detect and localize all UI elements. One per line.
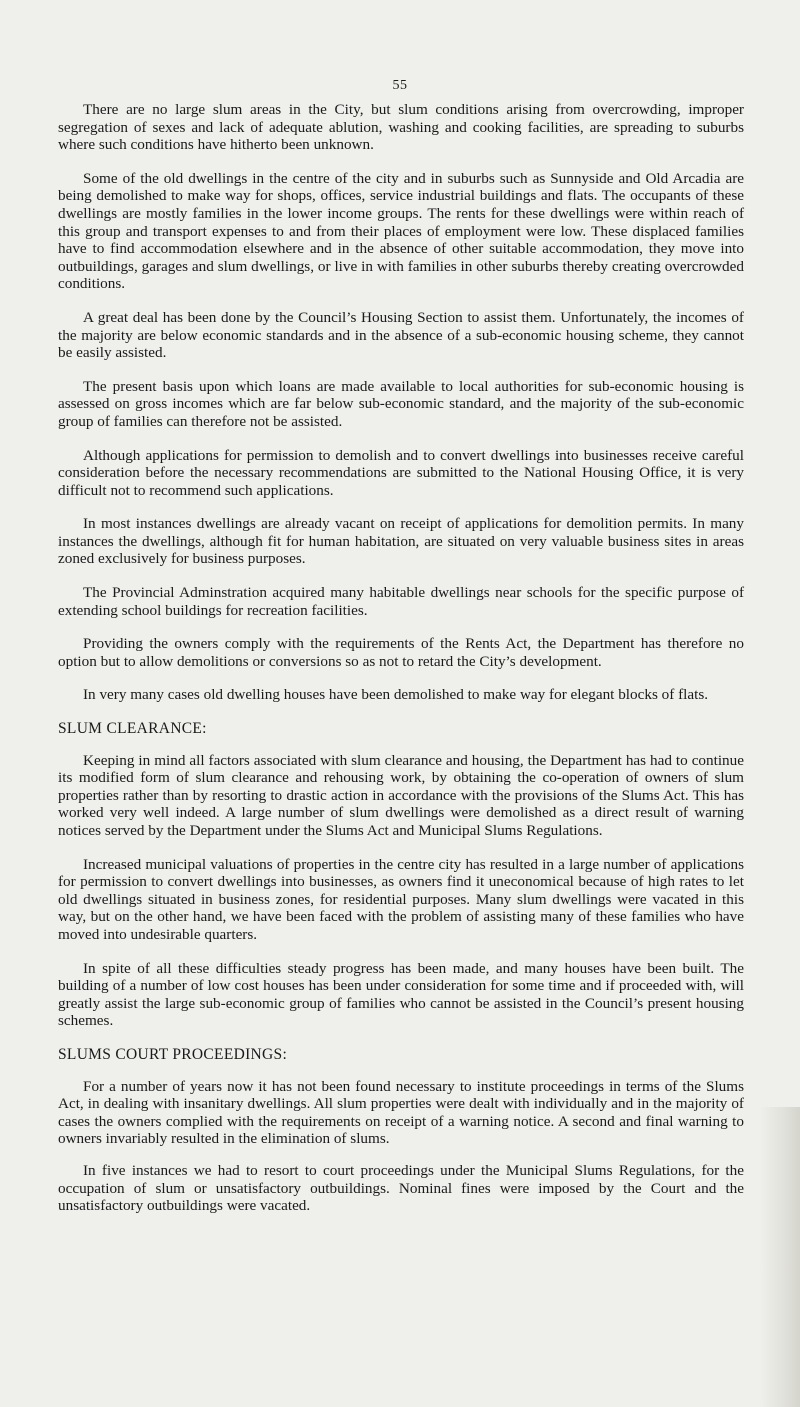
paragraph: Some of the old dwellings in the centre of the city and in suburbs such as Sunnyside and Old Arcadia are being demolished to make way for shops, offices, service industrial buildings and flats. The occupants of these dwellings are mostly families in the lower income groups. The rents for these dwellings were within reach of this group and transport expenses to and from their places of employment were low. These displaced families have to find accommodation elsewhere and in the absence of other suitable accommodation, they move into outbuildings, garages and slum dwellings, or live in with families in other suburbs thereby creating overcrowded conditions.: [58, 169, 744, 293]
paragraph: Although applications for permission to demolish and to convert dwellings into businesses receive careful consideration before the necessary recommendations are submitted to the National Housing Office, it is very difficult not to recommend such applications.: [58, 446, 744, 499]
paragraph: Increased municipal valuations of properties in the centre city has resulted in a large number of applications for permission to convert dwellings into businesses, as owners find it uneconomical because of high rates to let old dwellings situated in business zones, for residential purposes. Many slum dwellings were vacated in this way, but on the other hand, we have been faced with the problem of assisting many of these families who have moved into undesirable quarters.: [58, 855, 744, 943]
paragraph: In most instances dwellings are already vacant on receipt of applications for demolition permits. In many instances the dwellings, although fit for human habitation, are situated on very valuable business sites in areas zoned exclusively for business purposes.: [58, 515, 744, 568]
paragraph: For a number of years now it has not been found necessary to institute proceedings in terms of the Slums Act, in dealing with insanitary dwellings. All slum properties were dealt with individually and in the majority of cases the owners complied with the requirements on receipt of a warning notice. A second and final warning to owners invariably resulted in the elimination of slums.: [58, 1077, 744, 1148]
paragraph: In five instances we had to resort to court proceedings under the Municipal Slums Regulations, for the occupation of slum or unsatisfactory outbuildings. Nominal fines were imposed by the Court and the unsatisfactory outbuildings were vacated.: [58, 1161, 744, 1215]
section-heading-slum-clearance: SLUM CLEARANCE:: [58, 720, 207, 738]
section-heading-slums-court-proceedings: SLUMS COURT PROCEEDINGS:: [58, 1045, 288, 1063]
paragraph: There are no large slum areas in the City, but slum conditions arising from overcrowding, improper segregation of sexes and lack of adequate ablution, washing and cooking facilities, are spreading to suburbs where such conditions have hitherto been unknown.: [58, 101, 744, 154]
paragraph: The present basis upon which loans are made available to local authorities for sub-economic housing is assessed on gross incomes which are far below sub-economic standard, and the majority of the sub-economic group of families can therefore not be assisted.: [58, 377, 744, 430]
page-edge-shadow: [760, 1107, 800, 1407]
paragraph: Keeping in mind all factors associated with slum clearance and housing, the Department has had to continue its modified form of slum clearance and rehousing work, by obtaining the co-operation of owners of slum properties rather than by resorting to drastic action in accordance with the provisions of the Slums Act. This has worked very well indeed. A large number of slum dwellings were demolished as a direct result of warning notices served by the Department under the Slums Act and Municipal Slums Regulations.: [58, 751, 744, 839]
page-number: 55: [392, 78, 408, 93]
paragraph: Providing the owners comply with the requirements of the Rents Act, the Department has therefore no option but to allow demolitions or conversions so as not to retard the City’s development.: [58, 635, 744, 670]
paragraph: A great deal has been done by the Council’s Housing Section to assist them. Unfortunately, the incomes of the majority are below economic standards and in the absence of a sub-economic housing scheme, they cannot be easily assisted.: [58, 308, 744, 362]
paragraph: In very many cases old dwelling houses have been demolished to make way for elegant blocks of flats.: [83, 686, 709, 704]
paragraph: The Provincial Adminstration acquired many habitable dwellings near schools for the specific purpose of extending school buildings for recreation facilities.: [58, 584, 744, 619]
paragraph: In spite of all these difficulties steady progress has been made, and many houses have been built. The building of a number of low cost houses has been under consideration for some time and if proceeded with, will greatly assist the large sub-economic group of families who cannot be assisted in the Council’s present housing schemes.: [58, 959, 744, 1030]
document-body: [58, 101, 744, 1231]
